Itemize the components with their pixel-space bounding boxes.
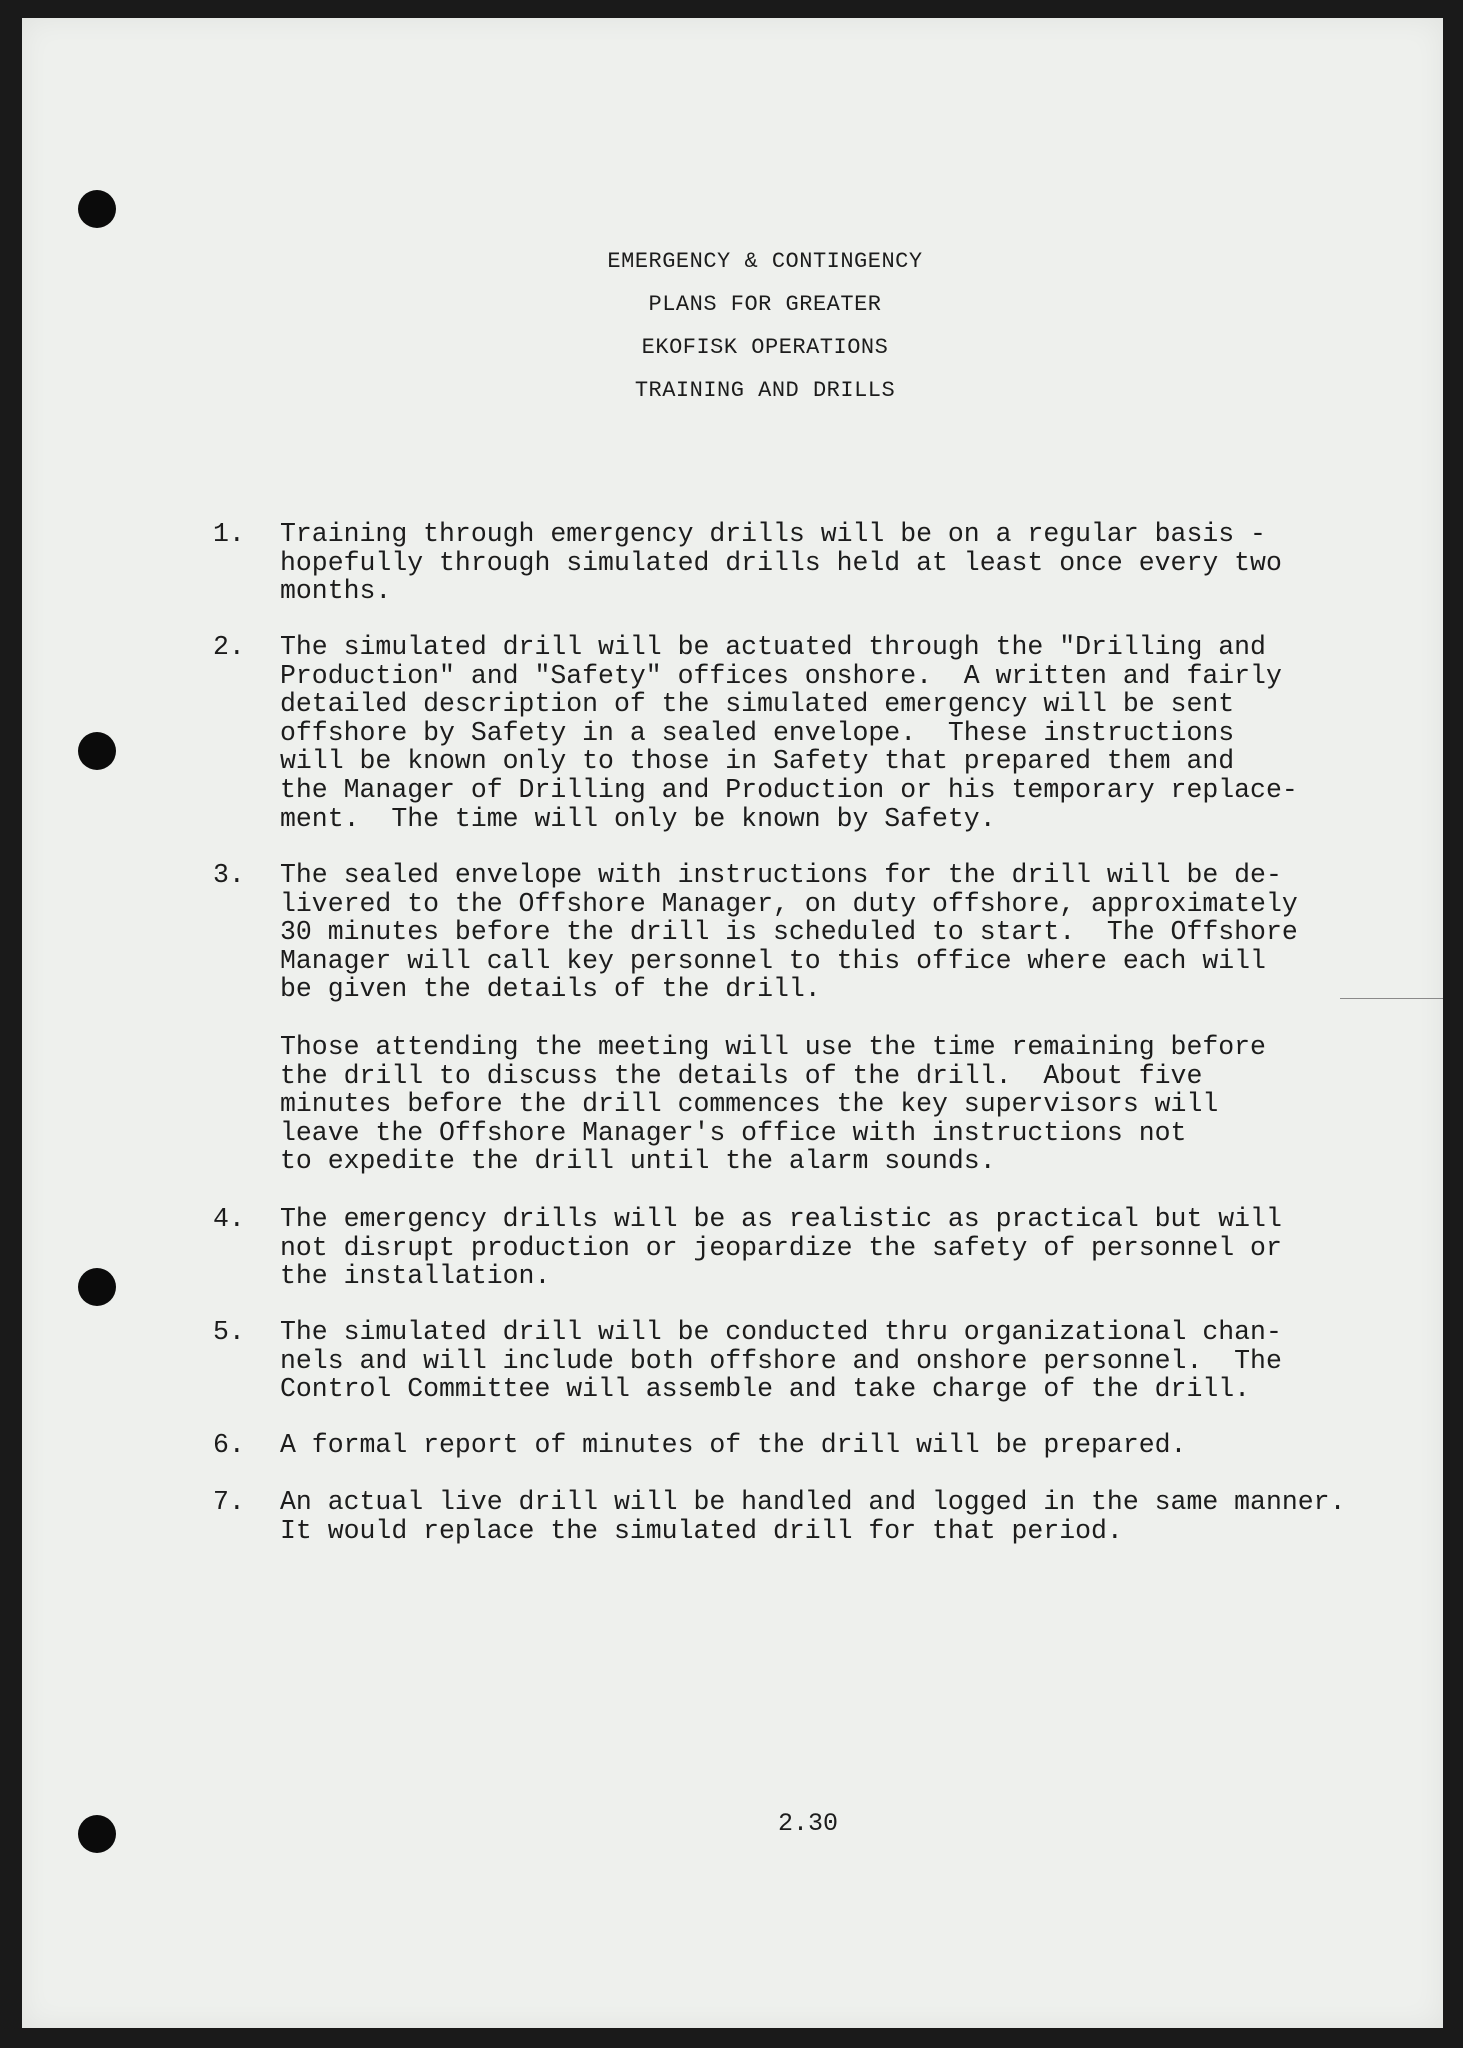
punch-hole [78, 190, 116, 228]
page-number: 2.30 [778, 1809, 839, 1838]
item-text: Training through emergency drills will be on a regular basis - hopefully through simulated drills held at least once every two months. [280, 519, 1282, 607]
document-page [22, 18, 1443, 2028]
item-text: An actual live drill will be handled and logged in the same manner. It would replace the simulated drill for that period. [280, 1487, 1346, 1546]
punch-hole [78, 732, 116, 770]
item-number: 6. [213, 1430, 245, 1460]
item-text: The simulated drill will be actuated through the "Drilling and Production" and "Safety" offices onshore. A written and fairly detailed description of the simulated emergency will be sent offshore by Safety in a sealed envelope. These instructions will be known only to those in Safety that prepared them and the Manager of Drilling and Production or his temporary replace- ment. The time will only be known by Safety. [280, 632, 1298, 834]
item-text: The simulated drill will be conducted thru organizational chan- nels and will include both offshore and onshore personnel. The Control Committee will assemble and take charge of the drill. [280, 1317, 1282, 1405]
item-number: 3. [213, 860, 245, 890]
item-number: 4. [213, 1204, 245, 1234]
item-number: 2. [213, 632, 245, 662]
item-continuation: Those attending the meeting will use the time remaining before the drill to discuss the details of the drill. About five minutes before the drill commences the key supervisors will leave the Offshore Manager's office with instructions not to expedite the drill until the alarm sounds. [280, 1032, 1266, 1177]
item-number: 5. [213, 1317, 245, 1347]
title-line: EMERGENCY & CONTINGENCY [607, 249, 923, 274]
punch-hole [78, 1815, 116, 1853]
item-text: The sealed envelope with instructions for the drill will be de- livered to the Offshore Manager, on duty offshore, approximately 30 minutes before the drill is scheduled to start. The Offshore Manager will call key personnel to this office where each will be given the details of the drill. [280, 860, 1298, 1005]
item-number: 1. [213, 519, 245, 549]
item-number: 7. [213, 1487, 245, 1517]
punch-hole [78, 1268, 116, 1306]
stray-mark [1340, 998, 1443, 999]
title-line: PLANS FOR GREATER [648, 292, 882, 317]
title-line: TRAINING AND DRILLS [634, 378, 896, 403]
title-line: EKOFISK OPERATIONS [641, 335, 889, 360]
item-text: The emergency drills will be as realistic as practical but will not disrupt production or jeopardize the safety of personnel or the installation. [280, 1204, 1282, 1292]
item-text: A formal report of minutes of the drill will be prepared. [280, 1430, 1187, 1460]
